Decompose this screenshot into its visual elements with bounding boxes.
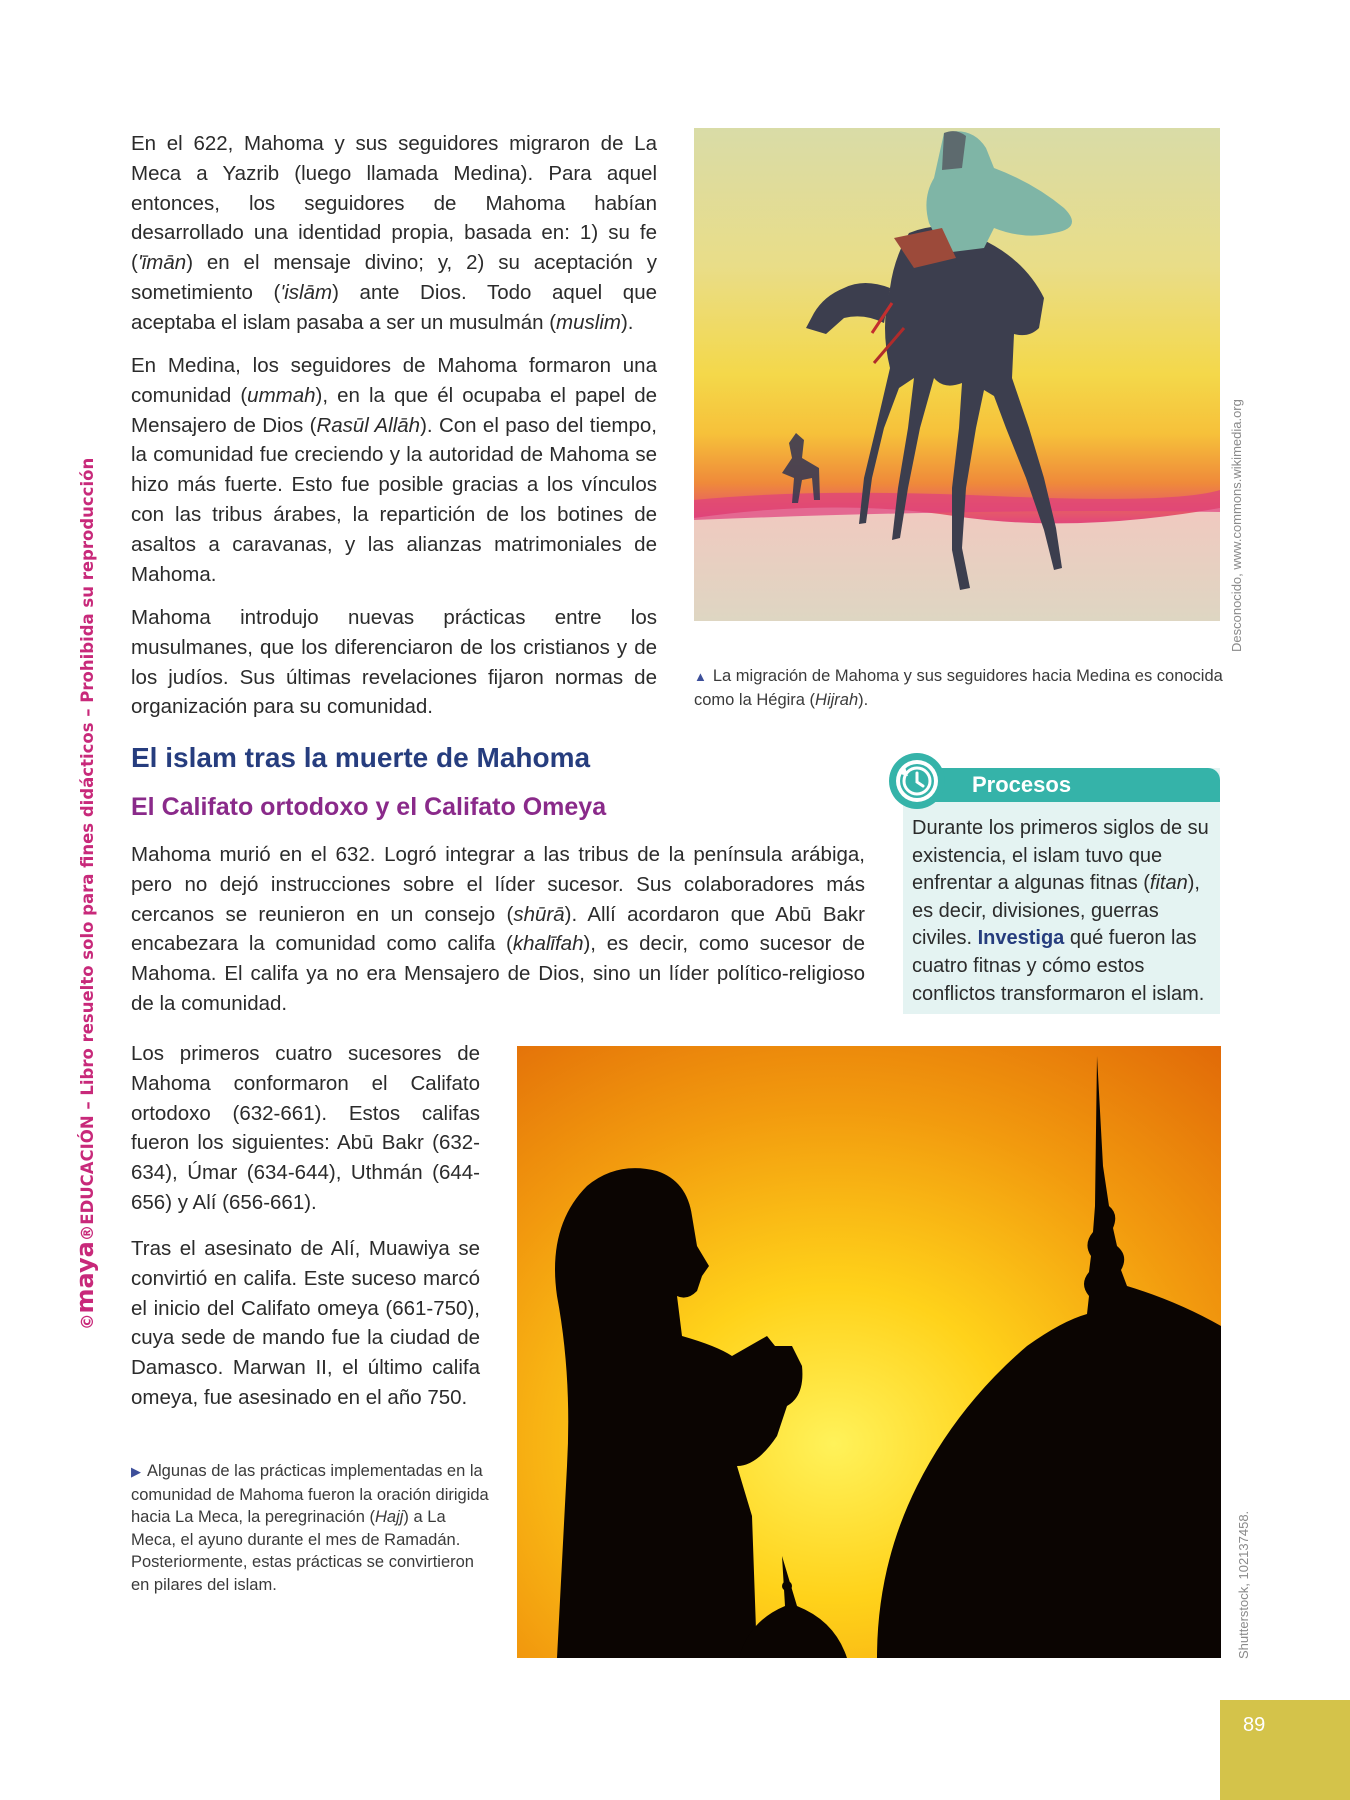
subsection-heading: El Califato ortodoxo y el Califato Omeya <box>131 793 607 821</box>
caption-text <box>694 667 1223 709</box>
camel-image-caption <box>694 665 1224 711</box>
text-run: ) ante Dios. Todo aquel que aceptaba el islam pasaba a ser un musulmán ( <box>131 280 657 334</box>
section-heading: El islam tras la muerte de Mahoma <box>131 742 591 773</box>
italic-term: Hijrah <box>815 690 859 709</box>
italic-term: Rasūl Allāh <box>316 413 421 437</box>
text-run: Tras el asesinato de Alí, Muawiya se convirtió en califa. Este suceso marcó el inicio del Califato omeya (661-750), cuya sede de mando fue la ciudad de Damasco. Marwan II, el último califa omeya, fue asesinado en el año 750. <box>131 1237 480 1409</box>
paragraph-death-of-mahoma <box>131 840 865 1019</box>
caption-text <box>131 1462 489 1594</box>
triangle-up-icon: ▲ <box>694 669 707 684</box>
text-run: ). <box>858 690 869 709</box>
text-run: ) a La Meca, el ayuno durante el mes de Ramadán. Posteriormente, estas prácticas se convirtieron en pilares del islam. <box>131 1508 474 1594</box>
text-run: ), en la que él ocupaba el papel de Mensajero de Dios ( <box>131 383 657 437</box>
procesos-text <box>912 815 1216 1008</box>
text-run: ). Con el paso del tiempo, la comunidad fue creciendo y la autoridad de Mahoma se hizo más fuerte. Esto fue posible gracias a los vínculos con las tribus árabes, la repartición de los botines de asaltos a caravanas, y las alianzas matrimoniales de Mahoma. <box>131 413 657 586</box>
practices-image-caption <box>131 1460 489 1597</box>
silhouette-image-credit: Shutterstock, 102137458. <box>1236 1510 1251 1659</box>
camel-painting-image <box>694 128 1220 621</box>
paragraph-practices <box>131 603 657 722</box>
text-run: Algunas de las prácticas implementadas en la comunidad de Mahoma fueron la oración dirigida hacia La Meca, la peregrinación ( <box>131 1462 489 1527</box>
italic-term: 'īmān <box>137 251 187 275</box>
praying-silhouette-image <box>517 1046 1221 1658</box>
paragraph-orthodox-caliphate <box>131 1039 480 1218</box>
italic-term: muslim <box>556 310 621 334</box>
procesos-text-part: Durante los primeros siglos de su existencia, el islam tuvo que enfrentar a algunas fitnas ( <box>912 817 1209 895</box>
italic-term: 'islām <box>280 280 333 304</box>
italic-term: khalīfah <box>512 932 584 956</box>
copyright-text: ®EDUCACIÓN – Libro resuelto solo para fines didácticos – Prohibida su reproducción <box>78 457 97 1242</box>
text-run: ) en el mensaje divino; y, 2) su aceptación y sometimiento ( <box>131 251 657 304</box>
procesos-text-italic: fitan <box>1149 872 1188 895</box>
triangle-right-icon: ▶ <box>131 1464 141 1479</box>
history-clock-icon <box>888 752 946 810</box>
text-run: ), es decir, como sucesor de Mahoma. El califa ya no era Mensajero de Dios, sino un líder político-religioso de la comunidad. <box>131 932 865 1015</box>
text-run: Mahoma introdujo nuevas prácticas entre los musulmanes, que los diferenciaron de los cristianos y de los judíos. Sus últimas revelaciones fijaron normas de organización para su comunidad. <box>131 606 657 719</box>
italic-term: shūrā <box>513 902 565 926</box>
brand-name: maya <box>71 1241 99 1314</box>
paragraph-umayyad-caliphate <box>131 1234 480 1413</box>
procesos-title: Procesos <box>972 772 1072 797</box>
text-run: Los primeros cuatro sucesores de Mahoma conformaron el Califato ortodoxo (632-661). Estos califas fueron los siguientes: Abū Bakr (632-634), Úmar (634-644), Uthmán (644-656) y Alí (656-661). <box>131 1042 480 1214</box>
paragraph-medina <box>131 351 657 589</box>
camel-image-credit: Desconocido, www.commons.wikimedia.org <box>1229 399 1244 652</box>
text-run: ). Allí acordaron que Abū Bakr encabezara la comunidad como califa ( <box>131 902 865 956</box>
paragraph-hegira <box>131 129 657 338</box>
text-run: Mahoma murió en el 632. Logró integrar a las tribus de la península arábiga, pero no dejó instrucciones sobre el líder sucesor. Sus colaboradores más cercanos se reunieron en un consejo ( <box>131 843 865 926</box>
copyright-symbol: © <box>78 1313 97 1330</box>
text-run: En Medina, los seguidores de Mahoma formaron una comunidad ( <box>131 354 657 407</box>
procesos-text-part: ), es decir, divisiones, guerras civiles. <box>912 872 1200 950</box>
text-run: En el 622, Mahoma y sus seguidores migraron de La Meca a Yazrib (luego llamada Medina). Para aquel entonces, los seguidores de Mahoma habían desarrollado una identidad propia, basada en: 1) su fe ( <box>131 132 657 275</box>
text-run: La migración de Mahoma y sus seguidores hacia Medina es conocida como la Hégira ( <box>694 667 1223 709</box>
procesos-text-part: qué fueron las cuatro fitnas y cómo estos conflictos transformaron el islam. <box>912 927 1205 1005</box>
copyright-side-credit <box>70 457 100 1330</box>
page-number-tab <box>1220 1700 1350 1800</box>
procesos-keyword: Investiga <box>977 927 1065 950</box>
italic-term: Hajj <box>374 1508 404 1527</box>
text-run: ). <box>620 310 634 334</box>
page-number: 89 <box>1243 1714 1266 1736</box>
italic-term: ummah <box>247 383 316 407</box>
